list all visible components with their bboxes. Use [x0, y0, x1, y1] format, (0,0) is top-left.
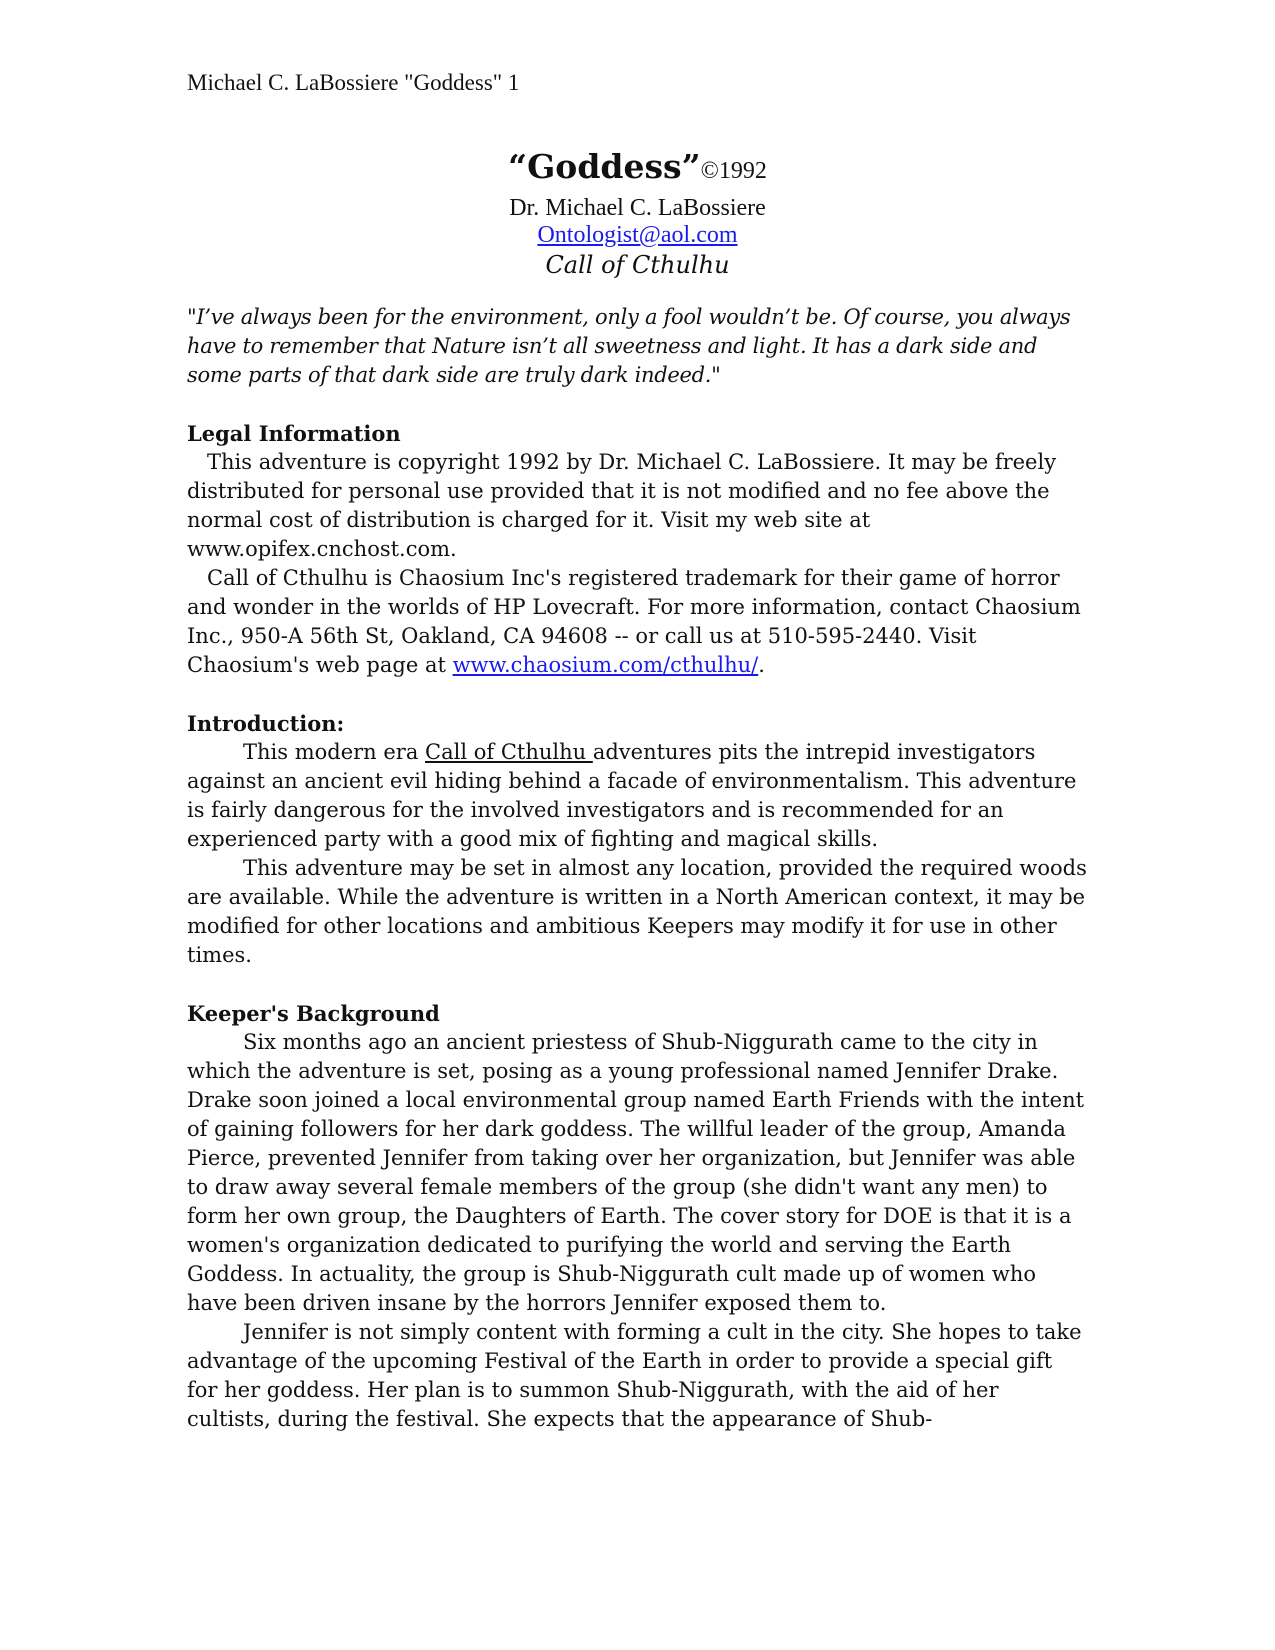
intro-heading: Introduction: — [187, 711, 345, 736]
legal-paragraph-2 — [187, 564, 1087, 680]
copyright-year: ©1992 — [700, 158, 767, 184]
title-line — [0, 145, 1275, 195]
email-link[interactable]: Ontologist@aol.com — [537, 222, 738, 248]
title-block — [0, 145, 1275, 281]
intro-paragraph-1-post: adventures pits the intrepid investigators against an ancient evil hiding behind a facade of environmentalism. This adventure is fairly dangerous for the involved investigators and is recommended for an experienced party with a good mix of fighting and magical skills. — [187, 740, 1077, 851]
keeper-heading: Keeper's Background — [187, 1001, 440, 1026]
keeper-paragraph-1: Six months ago an ancient priestess of Shub-Niggurath came to the city in which the adventure is set, posing as a young professional named Jennifer Drake. Drake soon joined a local environmental group named Earth Friends with the intent of gaining followers for her dark goddess. The willful leader of the group, Amanda Pierce, prevented Jennifer from taking over her organization, but Jennifer was able to draw away several female members of the group (she didn't want any men) to form her own group, the Daughters of Earth. The cover story for DOE is that it is a women's organization dedicated to purifying the world and serving the Earth Goddess. In actuality, the group is Shub-Niggurath cult made up of women who have been driven insane by the horrors Jennifer exposed them to. — [187, 1030, 1085, 1315]
epigraph-quote: "I’ve always been for the environment, only a fool wouldn’t be. Of course, you always have to remember that Nature isn’t all sweetness and light. It has a dark side and some parts of that dark side are truly dark indeed." — [187, 305, 1071, 387]
legal-paragraph-1: This adventure is copyright 1992 by Dr. Michael C. LaBossiere. It may be freely distributed for personal use provided that it is not modified and no fee above the normal cost of distribution is charged for it. Visit my web site at www.opifex.cnchost.com. — [187, 450, 1057, 561]
document-title: “Goddess” — [508, 147, 701, 186]
legal-paragraph-2-text: Call of Cthulhu is Chaosium Inc's registered trademark for their game of horror and wonder in the worlds of HP Lovecraft. For more information, contact Chaosium Inc., 950-A 56th St, Oakland, CA 94608 -- or call us at 510-595-2440. Visit Chaosium's web page at — [187, 566, 1081, 677]
document-body — [187, 303, 1087, 1434]
intro-paragraph-2: This adventure may be set in almost any location, provided the required woods are available. While the adventure is written in a North American context, it may be modified for other locations and ambitious Keepers may modify it for use in other times. — [187, 856, 1087, 967]
chaosium-link[interactable]: www.chaosium.com/cthulhu/ — [452, 653, 759, 677]
intro-paragraph-1-pre: This modern era — [243, 740, 426, 764]
author-email — [0, 222, 1275, 249]
keeper-paragraph-2: Jennifer is not simply content with forming a cult in the city. She hopes to take advantage of the upcoming Festival of the Earth in order to provide a special gift for her goddess. Her plan is to summon Shub-Niggurath, with the aid of her cultists, during the festival. She expects that the appearance of Shub- — [187, 1320, 1082, 1431]
intro-paragraph-1 — [187, 738, 1087, 854]
game-system: Call of Cthulhu — [545, 251, 730, 279]
running-header: Michael C. LaBossiere "Goddess" 1 — [187, 70, 520, 95]
game-title-underlined: Call of Cthulhu — [425, 740, 593, 764]
legal-paragraph-2-end: . — [758, 653, 765, 677]
author-name: Dr. Michael C. LaBossiere — [509, 195, 766, 221]
legal-heading: Legal Information — [187, 421, 401, 446]
